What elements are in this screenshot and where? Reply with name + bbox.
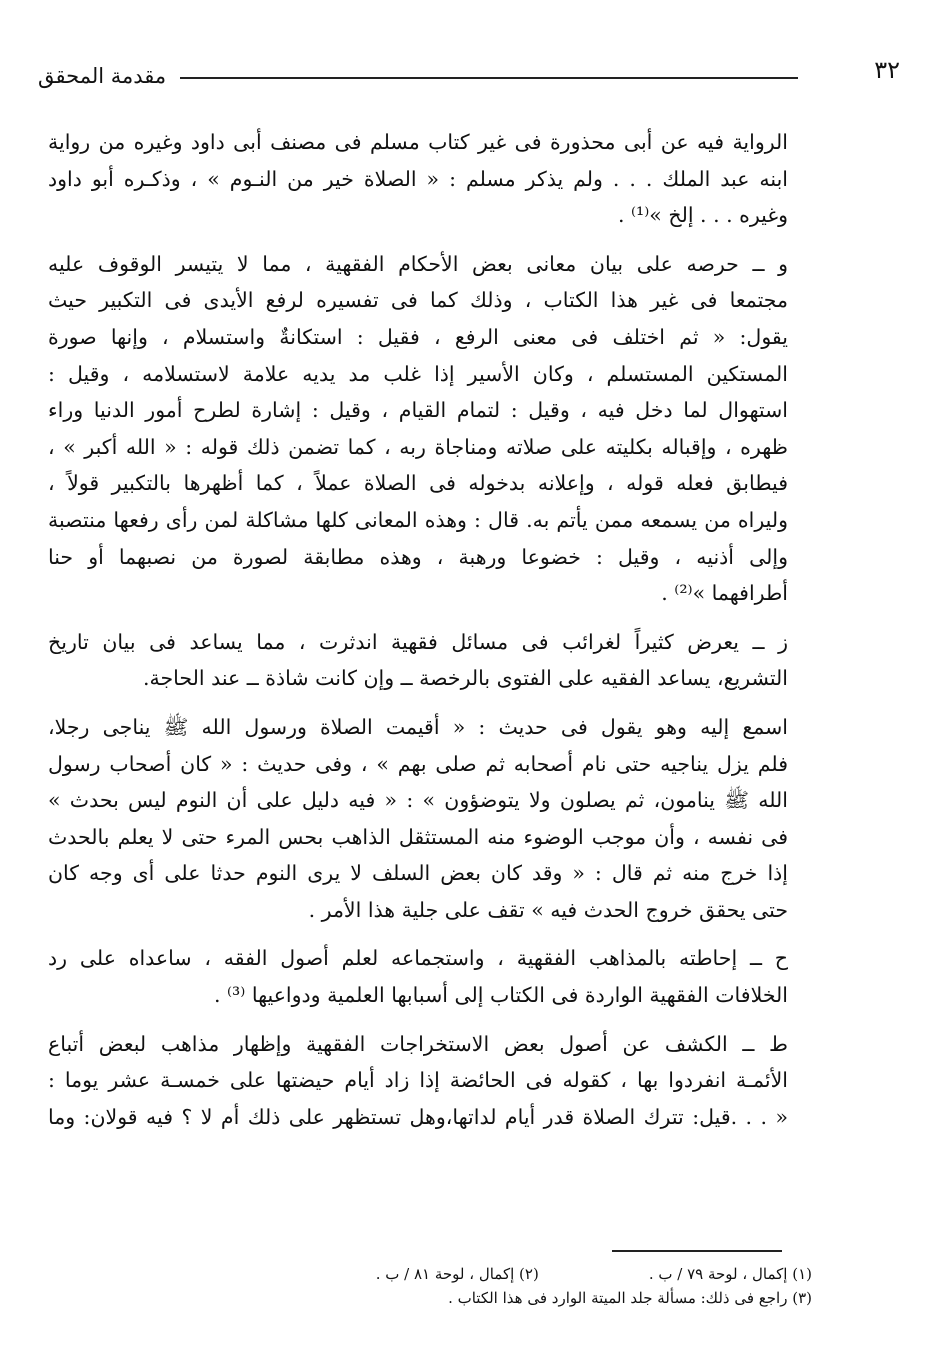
text-line: مجتمعا فى غير هذا الكتاب ، وذلك كما فى تفسيره لرفع الأيدى فى التكبير حيث <box>48 288 788 313</box>
text-line: المستكين المستسلم ، وكان الأسير إذا غلب مد يديه علامة لاستسلامه ، وقيل : <box>48 361 788 386</box>
text-line: « . . .قيل: تترك الصلاة قدر أيام لداتها،وهل تستظهر على ذلك أم لا ؟ فيه قولان: وما <box>48 1104 788 1129</box>
page-header <box>38 56 900 96</box>
text-line: الرواية فيه عن أبى محذورة فى غير كتاب مسلم فى مصنف أبى داود وغيره من رواية <box>48 130 788 154</box>
text-line: يقول: « ثم اختلف فى معنى الرفع ، فقيل : استكانةٌ واستسلام ، وإنها صورة <box>48 324 788 349</box>
text-line: أطرافهما »⁽²⁾ . <box>661 581 788 606</box>
text-line: فلم يزل يناجيه حتى نام أصحابه ثم صلى بهم » ، وفى حديث : « كان أصحاب رسول <box>48 751 788 776</box>
text-line: ابنه عبد الملك . . . ولم يذكر مسلم : « الصلاة خير من النـوم » ، وذكـره أبو داود <box>48 166 788 191</box>
body-text <box>48 124 788 1147</box>
text-line: فيطابق فعله قوله ، وإعلانه بدخوله فى الصلاة عملاً ، كما أظهرها بالتكبير قولاً ، <box>48 471 788 496</box>
text-line: إذا خرج منه ثم قال : « وقد كان بعض السلف لا يرى النوم حدثا على أى وجه كان <box>48 861 788 886</box>
paragraph <box>48 940 788 1013</box>
paragraph <box>48 124 788 234</box>
text-line: ط ــ الكشف عن أصول بعض الاستخراجات الفقهية وإظهار مذاهب لبعض أتباع <box>48 1031 788 1056</box>
text-line: الأئمـة انفردوا بها ، كقوله فى الحائضة إذا زاد أيام حيضتها على خمسـة عشر يوما : <box>48 1068 788 1093</box>
footnote-row <box>132 1286 812 1310</box>
text-line: حتى يحقق خروج الحدث فيه » تقف على جلية هذا الأمر . <box>308 897 788 922</box>
footnote-rule <box>612 1250 782 1252</box>
text-line: وإلى أذنيه ، وقيل : خضوعا ورهبة ، وهذه مطابقة لصورة من نصبهما أو حنا <box>48 544 788 569</box>
paragraph <box>48 709 788 929</box>
text-line: التشريع، يساعد الفقيه على الفتوى بالرخصة ــ وإن كانت شاذة ــ عند الحاجة. <box>142 666 788 691</box>
text-line: و ــ حرصه على بيان معانى بعض الأحكام الفقهية ، مما لا يتيسر الوقوف عليه <box>48 251 788 276</box>
text-line: ظهره ، وإقباله بكليته على صلاته ومناجاة ربه ، كما تضمن ذلك قوله : « الله أكبر » ، <box>48 434 788 459</box>
paragraph <box>48 246 788 612</box>
paragraph <box>48 624 788 697</box>
text-line: ز ــ يعرض كثيراً لغرائب فى مسائل فقهية اندثرت ، مما يساعد فى بيان تاريخ <box>48 629 788 654</box>
text-line: ح ــ إحاطته بالمذاهب الفقهية ، واستجماعه لعلم أصول الفقه ، ساعداه على رد <box>48 946 788 971</box>
text-line: الخلافات الفقهية الواردة فى الكتاب إلى أسبابها العلمية ودواعيها ⁽³⁾ . <box>213 983 788 1008</box>
running-title: مقدمة المحقق <box>38 64 167 88</box>
footnotes <box>132 1262 812 1310</box>
text-line: اسمع إليه وهو يقول فى حديث : « أقيمت الصلاة ورسول الله ﷺ يناجى رجلا، <box>48 714 788 739</box>
page-number: ٣٢ <box>874 56 900 84</box>
text-line: وليراه من يسمعه ممن يأتم به. قال : وهذه المعانى كلها مشاكلة لمن رأى رفعها منتصبة <box>48 507 788 532</box>
header-rule <box>180 77 798 79</box>
text-line: استهوال لما دخل فيه ، وقيل : لتمام القيام ، وقيل : إشارة لطرح أمور الدنيا وراء <box>48 398 788 423</box>
text-line: فى نفسه ، وأن موجب الوضوء منه المستثقل الذاهب بحس المرء حتى لا يعلم بالحدث <box>48 824 788 849</box>
paragraph <box>48 1026 788 1136</box>
footnote-row <box>132 1262 812 1286</box>
text-line: وغيره . . . إلخ »⁽¹⁾ . <box>617 203 788 228</box>
footnote-1: (١) إكمال ، لوحة ٧٩ / ب . <box>648 1265 812 1283</box>
footnote-3: (٣) راجع فى ذلك: مسألة جلد الميتة الوارد فى هذا الكتاب . <box>448 1289 812 1307</box>
text-line: الله ﷺ ينامون، ثم يصلون ولا يتوضؤون » : « فيه دليل على أن النوم ليس بحدث » <box>48 788 788 813</box>
footnote-2: (٢) إكمال ، لوحة ٨١ / ب . <box>375 1265 539 1283</box>
